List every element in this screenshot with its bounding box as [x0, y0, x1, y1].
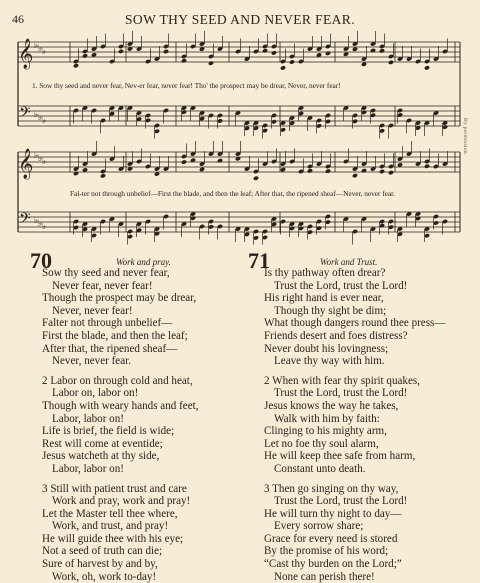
verse-line: Trust the Lord, trust the Lord! — [274, 495, 408, 508]
hymn-70-subtitle: Work and pray. — [116, 257, 171, 267]
verse-line: Jesus watcheth at thy side, — [42, 450, 160, 463]
verse-line: First the blade, and then the leaf; — [42, 329, 188, 342]
note-head — [370, 48, 376, 53]
lyrics-line-1: 1. Sow thy seed and never fear, Nev-er fear, never fear! Tho' the prospect may be drear, Never, never fear! — [32, 81, 341, 90]
verse-line: Grace for every need is stored — [264, 532, 398, 545]
flat-icon: ♭ — [34, 41, 39, 51]
hymn-70-verses — [42, 267, 199, 583]
hymn-71-verses — [264, 267, 445, 583]
note-head — [388, 60, 394, 65]
note-head — [118, 49, 124, 54]
verse-line: Friends desert and foes distress? — [264, 329, 408, 342]
verse-line: 3 Then go singing on thy way, — [264, 482, 399, 495]
page-title: SOW THY SEED AND NEVER FEAR. — [125, 12, 355, 27]
flat-icon: ♭ — [38, 113, 43, 123]
note-head — [280, 167, 286, 172]
verse-line: Labor on, labor on! — [52, 387, 139, 400]
flat-icon: ♭ — [34, 216, 39, 226]
note-head — [208, 61, 214, 66]
note-head — [100, 173, 106, 178]
verse-line: Trust the Lord, trust the Lord! — [274, 279, 408, 292]
note-head — [280, 65, 286, 70]
flat-icon: ♭ — [38, 219, 43, 229]
verse-line: Never, never fear. — [52, 355, 132, 368]
verse-line: He will turn thy night to day— — [264, 507, 402, 520]
flat-icon: ♭ — [38, 44, 43, 54]
verse-line: Though thy sight be dim; — [274, 304, 387, 317]
note-head — [361, 62, 367, 67]
note-head — [199, 167, 205, 172]
hymn-70-number: 70 — [30, 248, 52, 273]
verse-line: 2 Labor on through cold and heat, — [42, 374, 193, 387]
note-head — [253, 176, 259, 181]
verse-line: Labor, labor on! — [52, 462, 124, 475]
note-head — [73, 171, 79, 176]
note-head — [379, 48, 385, 53]
note-head — [262, 48, 268, 53]
flat-icon: ♭ — [42, 157, 47, 167]
verse-line: None can perish there! — [274, 570, 375, 583]
music-score — [0, 0, 480, 250]
note-head — [325, 51, 331, 56]
page-number: 46 — [12, 12, 24, 26]
side-note: By permission. — [462, 118, 468, 156]
verse-line: His right hand is ever near, — [264, 292, 384, 305]
flat-icon: ♭ — [38, 154, 43, 164]
hymn-71-number: 71 — [248, 248, 270, 273]
verse-line: By the promise of his word; — [264, 545, 389, 558]
verse-line: Never fear, never fear! — [52, 279, 153, 292]
verse-line: After that, the ripened sheaf— — [42, 342, 178, 355]
note-head — [181, 58, 187, 63]
verse-line: He will guide thee with his eye; — [42, 532, 184, 545]
verse-line: 2 When with fear thy spirit quakes, — [264, 374, 420, 387]
verse-line: Jesus knows the way he takes, — [264, 399, 399, 412]
note-head — [361, 168, 367, 173]
verse-line: Let no foe thy soul alarm, — [264, 437, 379, 450]
treble-clef-icon: 𝄞 — [18, 149, 34, 179]
verse-line: Let the Master tell thee where, — [42, 507, 178, 520]
lyrics-line-2: Fal-ter not through unbelief—First the blade, and then the leaf; After that, the ripened sheaf—Never, never fear. — [70, 189, 395, 198]
verse-line: He will keep thee safe from harm, — [264, 450, 416, 463]
verse-line: Though with weary hands and feet, — [42, 399, 199, 412]
bass-clef-icon: 𝄢 — [19, 104, 31, 125]
treble-clef-icon: 𝄞 — [18, 39, 34, 69]
flat-icon: ♭ — [42, 47, 47, 57]
verse-line: Sow thy seed and never fear, — [42, 267, 170, 279]
note-head — [82, 53, 88, 58]
verse-line: Labor, labor on! — [52, 412, 124, 425]
verse-line: What though dangers round thee press— — [264, 317, 446, 330]
note-head — [181, 159, 187, 164]
verse-line: Never, never fear! — [52, 304, 133, 317]
note-head — [424, 65, 430, 70]
hymn-71-subtitle: Work and Trust. — [320, 257, 378, 267]
note-head — [388, 170, 394, 175]
verse-line: Trust the Lord, trust the Lord! — [274, 387, 408, 400]
verse-line: Clinging to his mighty arm, — [264, 425, 387, 438]
verse-line: Sure of harvest by and by, — [42, 558, 158, 571]
flat-icon: ♭ — [34, 110, 39, 120]
note-head — [352, 173, 358, 178]
flat-icon: ♭ — [42, 116, 47, 126]
verse-line: Work, oh, work to-day! — [52, 570, 157, 583]
verse-line: Leave thy way with him. — [274, 355, 385, 368]
note-head — [307, 168, 313, 173]
verse-line: Life is brief, the field is wide; — [42, 425, 175, 438]
verse-line: Rest will come at eventide; — [42, 437, 163, 450]
verse-line: 3 Still with patient trust and care — [42, 482, 187, 495]
verse-line: Work and pray, work and pray! — [52, 495, 191, 508]
verse-line: Is thy pathway often drear? — [264, 267, 386, 279]
note-head — [73, 63, 79, 68]
verse-line: Walk with him by faith: — [274, 412, 380, 425]
note-head — [379, 169, 385, 174]
verse-line: Work, and trust, and pray! — [52, 520, 169, 533]
flat-icon: ♭ — [34, 151, 39, 161]
note-head — [217, 158, 223, 163]
verse-line: Falter not through unbelief— — [42, 317, 173, 330]
bass-clef-icon: 𝄢 — [19, 210, 31, 231]
verse-line: Every sorrow share; — [274, 520, 364, 533]
verse-line: Though the prospect may be drear, — [42, 292, 197, 305]
note-head — [325, 169, 331, 174]
note-head — [163, 49, 169, 54]
note-head — [271, 50, 277, 55]
verse-line: “Cast thy burden on the Lord;” — [264, 558, 402, 571]
note-head — [424, 164, 430, 169]
verse-line: Not a seed of truth can die; — [42, 545, 163, 558]
flat-icon: ♭ — [42, 222, 47, 232]
verse-line: Never doubt his lovingness; — [264, 342, 389, 355]
note-head — [289, 59, 295, 64]
verse-line: Constant unto death. — [274, 462, 366, 475]
